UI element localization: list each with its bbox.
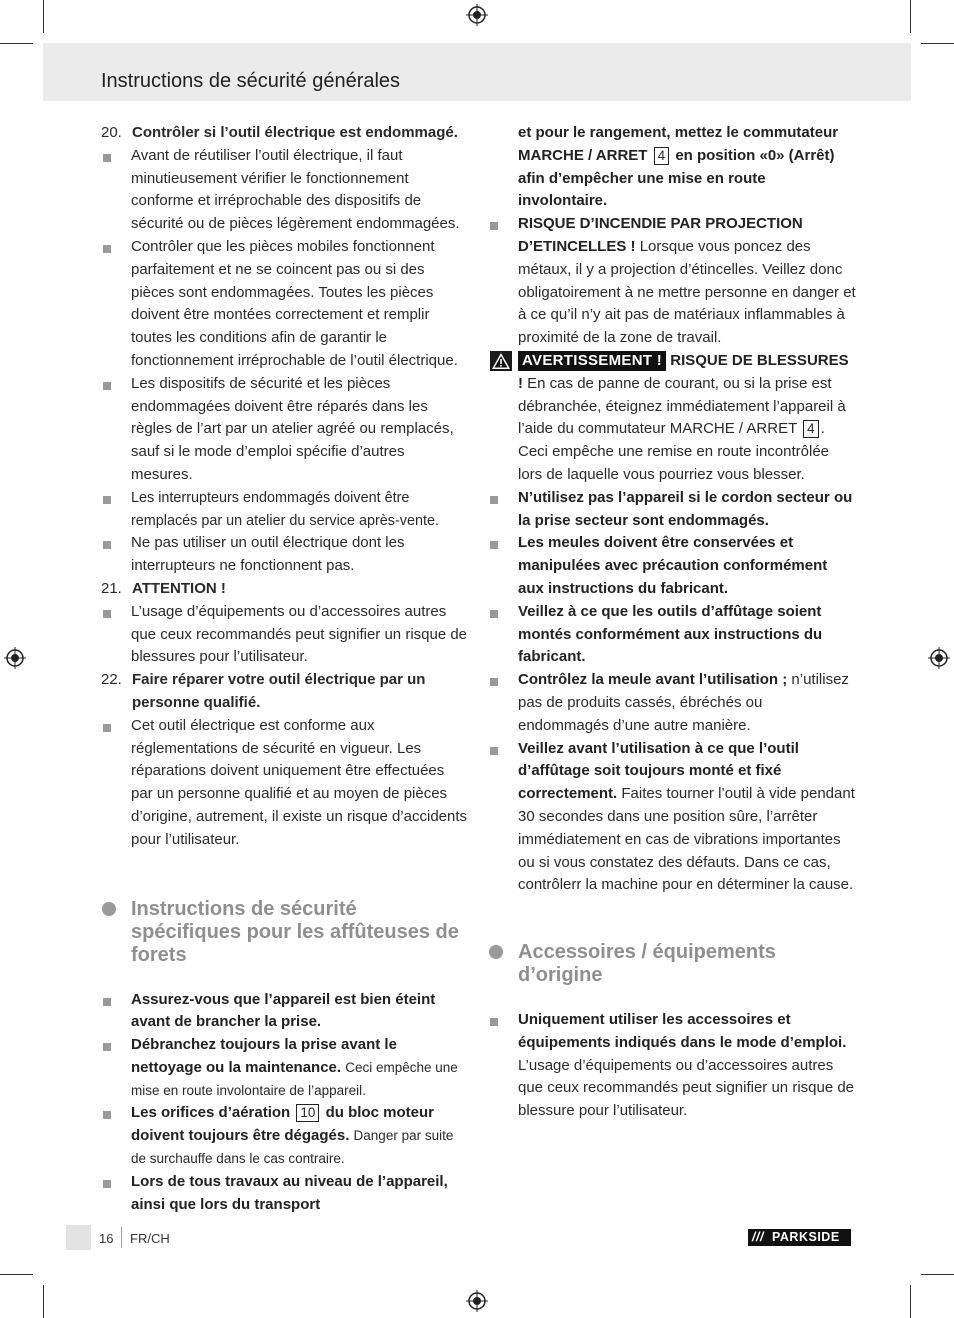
brand-name: PARKSIDE: [772, 1230, 840, 1244]
footer-divider: [121, 1227, 122, 1248]
section-20: [101, 122, 469, 145]
section-title: ATTENTION !: [132, 579, 226, 597]
list-item: Les interrupteurs endommagés doivent être remplacés par un atelier du service après-vente.: [101, 487, 469, 533]
section-22: [101, 669, 469, 715]
section-21: [101, 578, 469, 601]
crop-mark: [910, 1285, 911, 1318]
list-item: Veillez à ce que les outils d’affûtage soient montés conformément aux instructions du fabricant.: [488, 601, 856, 669]
part-reference: 4: [803, 420, 819, 438]
page-title: Instructions de sécurité générales: [101, 70, 401, 92]
list-item: N’utilisez pas l’appareil si le cordon secteur ou la prise secteur sont endommagés.: [488, 487, 856, 533]
page-header: [43, 43, 911, 101]
section-heading: Instructions de sécurité spécifiques pour les affûteuses de forets: [101, 898, 469, 967]
heading-bullet-icon: [489, 945, 503, 959]
list-item: Les dispositifs de sécurité et les pièces endommagées doivent être réparés dans les règles de l’art par un atelier agréé ou remplacés, sauf si le mode d’emploi spécifie d’autres mesures.: [101, 373, 469, 487]
list-item: Assurez-vous que l’appareil est bien éteint avant de brancher la prise.: [101, 989, 469, 1035]
registration-mark-icon: [928, 647, 950, 669]
warning-triangle-icon: [490, 351, 512, 371]
list-item: Avant de réutiliser l’outil électrique, il faut minutieusement vérifier le fonctionnement conforme et irréprochable des dispositifs de sécurité ou de pièces légèrement endommagées.: [101, 145, 469, 236]
registration-mark-icon: [4, 647, 26, 669]
crop-mark: [910, 0, 911, 33]
registration-mark-icon: [466, 4, 488, 26]
list-item: Lors de tous travaux au niveau de l’appareil, ainsi que lors du transport: [101, 1171, 469, 1217]
section-number: 21.: [101, 579, 122, 597]
crop-mark: [43, 0, 44, 33]
part-reference: 10: [296, 1104, 319, 1122]
warning-block: AVERTISSEMENT ! RISQUE DE BLESSURES ! En cas de panne de courant, ou si la prise est débranchée, éteignez immédiatement l’appareil à l’aide du commutateur MARCHE / ARRET 4 . Ceci empêche une remise en route incontrôlée lors de laquelle vous pourriez vous blesser.: [488, 350, 856, 487]
language-code: FR/CH: [130, 1231, 170, 1246]
section-heading: Accessoires / équipements d’origine: [488, 941, 856, 987]
crop-mark: [921, 43, 954, 44]
list-item: Les orifices d’aération 10 du bloc moteur doivent toujours être dégagés. Danger par suite de surchauffe dans le cas contraire.: [101, 1102, 469, 1170]
brand-mark-icon: ///: [752, 1230, 764, 1244]
section-title: Faire réparer votre outil électrique par un personne qualifié.: [132, 671, 426, 711]
page-number: 16: [99, 1231, 114, 1246]
list-item: Débranchez toujours la prise avant le nettoyage ou la maintenance. Ceci empêche une mise en route involontaire de l’appareil.: [101, 1034, 469, 1102]
heading-bullet-icon: [102, 902, 116, 916]
list-item: RISQUE D’INCENDIE PAR PROJECTION D’ETINCELLES ! Lorsque vous poncez des métaux, il y a projection d’étincelles. Veillez donc obligatoirement à ne mettre personne en danger et à ce qu’il n’y ait pas de matériaux inflammables à proximité de la zone de travail.: [488, 213, 856, 350]
list-item: Contrôlez la meule avant l’utilisation ; n’utilisez pas de produits cassés, ébréchés ou endommagés d’une autre manière.: [488, 669, 856, 737]
section-number: 20.: [101, 124, 122, 141]
warning-badge: AVERTISSEMENT !: [518, 351, 666, 371]
right-column: [488, 122, 856, 1123]
list-item: Veillez avant l’utilisation à ce que l’outil d’affûtage soit toujours monté et fixé correctement. Faites tourner l’outil à vide pendant 30 secondes dans une position sûre, l’arrêter immédiatement en cas de vibrations importantes ou si vous constatez des défauts. Dans ce cas, contrôlerr la machine pour en déterminer la cause.: [488, 738, 856, 898]
list-item: Contrôler que les pièces mobiles fonctionnent parfaitement et ne se coincent pas ou si des pièces sont endommagées. Toutes les pièces doivent être montées correctement et remplir toutes les conditions afin de garantir le fonctionnement irréprochable de l’outil électrique.: [101, 236, 469, 373]
list-item: L’usage d’équipements ou d’accessoires autres que ceux recommandés peut signifier un risque de blessures pour l’utilisateur.: [101, 601, 469, 669]
brand-logo: [748, 1229, 851, 1246]
left-column: [101, 122, 469, 1216]
footer-tab: [66, 1225, 91, 1250]
list-item: Ne pas utiliser un outil électrique dont les interrupteurs ne fonctionnent pas.: [101, 532, 469, 578]
section-title: Contrôler si l’outil électrique est endommagé.: [132, 124, 458, 141]
crop-mark: [921, 1274, 954, 1275]
list-item: Les meules doivent être conservées et manipulées avec précaution conformément aux instructions du fabricant.: [488, 532, 856, 600]
crop-mark: [0, 43, 33, 44]
section-number: 22.: [101, 671, 122, 689]
registration-mark-icon: [466, 1290, 488, 1312]
list-item: Uniquement utiliser les accessoires et équipements indiqués dans le mode d’emploi. L’usage d’équipements ou d’accessoires autres que ceux recommandés peut signifier un risque de blessure pour l’utilisateur.: [488, 1009, 856, 1123]
list-item: Cet outil électrique est conforme aux réglementations de sécurité en vigueur. Les réparations doivent uniquement être effectuées par un personne qualifié et au moyen de pièces d’origine, autrement, il existe un risque d’accidents pour l’utilisateur.: [101, 715, 469, 852]
crop-mark: [43, 1285, 44, 1318]
part-reference: 4: [654, 147, 670, 165]
continued-text: et pour le rangement, mettez le commutateur MARCHE / ARRET 4 en position «0» (Arrêt) afin d’empêcher une mise en route involontaire.: [518, 124, 839, 210]
crop-mark: [0, 1274, 33, 1275]
